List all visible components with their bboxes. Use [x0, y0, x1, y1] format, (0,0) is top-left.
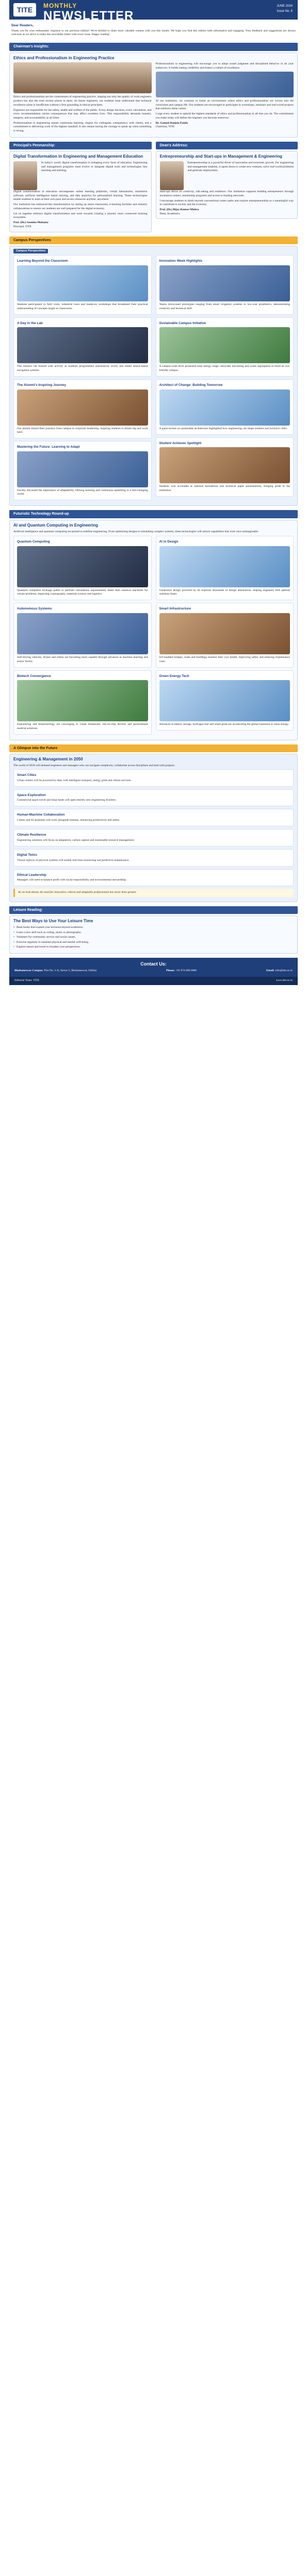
future-item-3-title: Climate Resilience — [17, 833, 46, 837]
chairman-designation: Chairman, TITE — [155, 125, 175, 129]
campus-tag: Campus Perspectives — [13, 249, 48, 253]
contact-address-label: Bhubaneswar Campus: — [14, 969, 44, 972]
future-item-3 — [13, 829, 294, 846]
future-bar: A Glimpse into the Future — [9, 744, 298, 752]
future-item-5-title: Ethical Leadership — [17, 873, 46, 877]
campus-item-6-text: A guest lecture on sustainable architecture highlighted how engineering can shape resilient and inclusive cities. — [159, 427, 288, 430]
campus-bar: Campus Perspectives — [9, 236, 298, 244]
dean-section — [156, 142, 298, 232]
futuristic-article-4-image — [159, 613, 290, 654]
campus-item-1-image — [17, 265, 148, 301]
campus-item-4 — [156, 317, 294, 377]
campus-item-4-title: Sustainable Campus Initiative — [159, 321, 206, 325]
futuristic-article-1-title: Quantum Computing — [17, 540, 50, 544]
campus-panel — [9, 246, 298, 506]
future-item-5-text: Managers will need to balance profit with social responsibility and environmental stewardship. — [17, 878, 127, 882]
futuristic-panel — [9, 520, 298, 740]
campus-item-3-image — [17, 327, 148, 363]
chairman-left-col — [13, 62, 152, 134]
futuristic-article-3-text: Self-driving vehicles, drones and robots are becoming more capable through advances in machine learning and sensor fusion. — [17, 656, 148, 663]
dean-p1: Entrepreneurship is a powerful driver of innovation and economic growth. For engineering and management students, it opens doors to create new ventures, solve real-world problems and generate employment. — [187, 161, 294, 173]
principal-p4: Let us together embrace digital transformation and work towards creating a smarter, more connected learning ecosystem. — [13, 212, 148, 219]
principal-p1: In today's world, digital transformation is reshaping every facet of education. Engineering and management programs must evolve to integrate digital tools and technologies into teaching and learning. — [41, 161, 148, 173]
contact-title: Contact Us: — [140, 961, 167, 967]
futuristic-article-6-text: Advances in battery storage, hydrogen fuel and smart grids are accelerating the global transition to clean energy. — [159, 723, 289, 726]
campus-col-right — [156, 255, 294, 503]
principal-designation: Principal, TITE — [13, 225, 32, 228]
future-item-0-title: Smart Cities — [17, 773, 37, 777]
future-item-4-text: Virtual replicas of physical systems will enable real-time monitoring and predictive maintenance. — [17, 858, 130, 862]
future-subtitle: Engineering & Management in 2050 — [13, 757, 83, 762]
bullet-icon: • — [13, 936, 14, 939]
futuristic-article-5-image — [17, 680, 148, 721]
dean-panel — [156, 151, 298, 219]
contact-email-label: Email: — [266, 969, 275, 972]
principal-section — [9, 142, 152, 232]
futuristic-article-2-text: Generative design powered by AI explores thousands of design alternatives, helping engineers find optimal solutions faster. — [159, 588, 290, 596]
future-closing: As we look ahead, the need for innovative, ethical and adaptable professionals has never been greater. — [13, 889, 294, 897]
issue-date: JUNE 2024 — [277, 5, 293, 8]
campus-item-5-title: The Alumni's Inspiring Journey — [17, 383, 67, 387]
futuristic-subtitle: AI and Quantum Computing in Engineering — [13, 522, 98, 528]
campus-item-2-title: Innovation Week Highlights — [159, 259, 203, 263]
futuristic-article-3-title: Autonomous Systems — [17, 607, 52, 611]
campus-item-7 — [13, 441, 152, 500]
futuristic-article-4 — [156, 603, 294, 667]
bullet-icon: • — [13, 945, 14, 949]
future-item-2-text: Cobots and AI assistants will work alongside humans, enhancing productivity and safety. — [17, 819, 120, 822]
campus-item-5-text: Our alumni shared their journeys from campus to corporate leadership, inspiring students to dream big and work hard. — [17, 427, 148, 434]
dean-p2: Start-ups thrive on creativity, risk-taking and resilience. Our institution supports budding entrepreneurs through incubation centers, mentorship programs and access to funding networks. — [159, 190, 294, 197]
footer-website-link[interactable]: www.tite.ac.in — [276, 979, 293, 982]
campus-item-8 — [156, 437, 294, 497]
leisure-item — [13, 936, 294, 940]
footer — [9, 977, 298, 985]
chairman-p1: Ethics and professionalism are the cornerstones of engineering practice, shaping not only the quality of work engineers produce but also the trust society places in them. As future engineers, our students must understand that technical excellence alone is insufficient without a firm grounding in ethical principles. — [13, 95, 152, 107]
campus-item-7-image — [17, 451, 148, 487]
principal-p2: Digital transformation in education encompasses online learning platforms, virtual laboratories, simulation software, artificial intelligence based tutoring, and data analytics for personalized learning. These technologies enable students to learn at their own pace and access resources anytime, anywhere. — [13, 190, 148, 201]
future-item-3-text: Engineering solutions will focus on adaptation, carbon capture and sustainable resource management. — [17, 838, 135, 842]
futuristic-article-2-title: AI in Design — [159, 540, 179, 544]
contact-phone-label: Phone: — [166, 969, 175, 972]
principal-signature: Prof. (Dr.) Sasmita Mohanty — [13, 221, 49, 225]
chairman-photo — [13, 62, 152, 93]
future-item-1-title: Space Exploration — [17, 793, 46, 797]
campus-item-3 — [13, 317, 152, 377]
futuristic-article-4-title: Smart Infrastructure — [159, 607, 191, 611]
future-item-2-title: Human-Machine Collaboration — [17, 813, 65, 817]
chairman-right-col — [156, 62, 294, 134]
future-item-0-text: Urban centers will be powered by data, with intelligent transport, energy grids and citizen services. — [17, 778, 132, 782]
contact-address: Plot No. 1-A, Sector 5, Bhubaneswar, Odisha — [44, 969, 97, 972]
campus-item-8-title: Student Achiever Spotlight — [159, 441, 202, 445]
contact-section — [9, 958, 298, 977]
futuristic-article-5 — [13, 670, 152, 735]
leisure-item-text: Volunteer for community service and social causes. — [16, 936, 76, 939]
intro-block — [9, 20, 298, 41]
issue-number: Issue No. 6 — [277, 10, 293, 13]
dean-designation: Dean, Academics — [159, 212, 180, 215]
newsletter — [9, 0, 298, 985]
futuristic-bar: Futuristic Technology Round-up — [9, 510, 298, 518]
bullet-icon: • — [13, 940, 14, 944]
leisure-item-text: Explore nature and travel to broaden your perspectives. — [16, 945, 80, 949]
futuristic-article-1 — [13, 536, 152, 600]
greeting: Dear Readers, — [11, 24, 34, 27]
chairman-signature: Dr. Ganesh Ranjan Panda — [155, 121, 188, 125]
chairman-panel — [9, 53, 298, 138]
campus-item-8-image — [159, 447, 290, 483]
chairman-p3: Professionalism in engineering means continuous learning, respect for colleagues, transparency with clients, and a commitment to delivering work of the highest standard. It also means having the courage to speak up when something is wrong. — [13, 121, 152, 132]
leisure-item — [13, 945, 294, 950]
campus-item-4-image — [159, 327, 290, 363]
monthly-label: MONTHLY — [43, 2, 77, 9]
chairman-image — [156, 72, 294, 97]
principal-bar: Principal's Penmanship: — [9, 142, 152, 149]
chairman-right2: At our institution, we continue to foster an environment where ethics and professionalism are woven into the curriculum and campus life. Our students are encouraged to participate in workshops, seminars and real-world projects that reinforce these values. — [155, 99, 294, 111]
principal-panel — [9, 151, 152, 232]
campus-item-1-text: Students participated in field visits, industrial tours and hands-on workshops that broadened their practical understanding of concepts taught in classrooms. — [17, 303, 148, 310]
leisure-item — [13, 941, 294, 945]
leisure-item-text: Learn a new skill such as coding, music or photography. — [16, 930, 82, 934]
futuristic-article-4-text: IoT-enabled bridges, roads and buildings monitor their own health, improving safety and reducing maintenance costs. — [159, 656, 290, 663]
campus-item-5-image — [17, 389, 148, 426]
masthead-title — [43, 2, 134, 22]
dean-photo — [160, 161, 184, 190]
bullet-icon: • — [13, 930, 14, 934]
future-panel — [9, 754, 298, 902]
campus-item-3-text: The robotics lab buzzed with activity as students programmed autonomous rovers and tested sensor-based navigation systems. — [17, 365, 148, 372]
futuristic-col-left — [13, 536, 152, 737]
leisure-item — [13, 931, 294, 935]
future-item-5 — [13, 869, 294, 887]
dean-bar: Dean's Address: — [156, 142, 298, 149]
future-item-4 — [13, 849, 294, 867]
campus-item-2-text: Teams showcased prototypes ranging from smart irrigation systems to low-cost prosthetics, demonstrating creativity and technical skill. — [159, 303, 290, 310]
chairman-bar: Chairman's Insights: — [9, 43, 298, 50]
dean-p3: I encourage students to think beyond conventional career paths and explore entrepreneurship as a meaningful way to contribute to society and the economy. — [159, 199, 294, 207]
chairman-right1: Professionalism in engineering will encourage you to adopt sound judgment and disciplined behavior in all your endeavors. It builds lasting credibility and fosters a culture of excellence. — [155, 62, 294, 70]
footer-left: Editorial Team: TITE — [14, 979, 40, 982]
masthead — [9, 0, 298, 23]
future-section — [9, 744, 298, 902]
campus-item-2-image — [159, 265, 290, 301]
campus-item-4-text: A campus-wide drive promoted solar energy usage, rainwater harvesting and waste segregation to build an eco-friendly campus. — [159, 365, 290, 372]
futuristic-article-2-image — [159, 546, 290, 587]
newsletter-label: NEWSLETTER — [43, 9, 134, 23]
future-item-2 — [13, 809, 294, 826]
futuristic-article-6-image — [159, 680, 290, 721]
campus-item-6-title: Architect of Change: Building Tomorrow — [159, 383, 223, 387]
future-item-1 — [13, 789, 294, 807]
contact-address-row — [14, 969, 293, 973]
leisure-item-text: Read books that expand your horizons beyond academics. — [16, 926, 84, 929]
futuristic-article-3-image — [17, 613, 148, 654]
campus-item-2 — [156, 255, 294, 314]
contact-phone[interactable]: +91 674 000 0000 — [175, 969, 197, 972]
principal-photo — [13, 161, 37, 190]
leisure-section — [9, 906, 298, 954]
future-item-1-text: Commercial space travel and lunar bases will open entirely new engineering frontiers. — [17, 799, 117, 802]
campus-item-8-text: Students won accolades at national hackathons and technical paper presentations, bringing pride to the institution. — [159, 485, 290, 492]
campus-item-7-title: Mastering the Future: Learning to Adapt — [17, 445, 80, 449]
leisure-subtitle: The Best Ways to Use Your Leisure Time — [13, 919, 93, 924]
dean-subtitle: Entrepreneurship and Start-ups in Management & Engineering — [159, 154, 282, 159]
futuristic-article-2 — [156, 536, 294, 600]
futuristic-article-3 — [13, 603, 152, 667]
contact-email[interactable]: info@tite.ac.in — [275, 969, 293, 972]
principal-p3: Our institution has embraced this transformation by setting up smart classrooms, e-learning facilities and industry collaborations to ensure our students are well prepared for the digital economy. — [13, 203, 148, 210]
campus-item-6 — [156, 379, 294, 435]
campus-item-5 — [13, 379, 152, 438]
chairman-right3: I urge every student to uphold the highest standards of ethics and professionalism in all that you do. The commitment you make today will define the engineer you become tomorrow. — [155, 112, 294, 120]
leisure-bar: Leisure Reading: — [9, 906, 298, 914]
principal-subtitle: Digital Transformation in Engineering and Management Education — [13, 154, 143, 159]
futuristic-article-6-title: Green Energy Tech — [159, 674, 189, 678]
futuristic-col-right — [156, 536, 294, 737]
futuristic-article-1-image — [17, 546, 148, 587]
leisure-panel — [9, 916, 298, 954]
chairman-section — [9, 43, 298, 138]
issue-info — [277, 4, 293, 14]
futuristic-intro: Artificial intelligence and quantum computing are poised to redefine engineering. From optimizing designs to simulating complex systems, these technologies will unlock capabilities that were once unimaginable. — [13, 530, 259, 533]
campus-item-3-title: A Day in the Lab — [17, 321, 43, 325]
bullet-icon: • — [13, 926, 14, 929]
intro-text: Thank you for your enthusiastic response to our previous edition! We're thrilled to share more valuable content with you this month. We hope you find this edition both informative and engaging. Your feedback and suggestions are always welcome as we strive to make this newsletter better with every issue. Happy reading! — [11, 29, 296, 37]
futuristic-article-6 — [156, 670, 294, 731]
campus-section — [9, 236, 298, 506]
future-intro: The world of 2050 will demand engineers and managers who can navigate complexity, collaborate across disciplines and lead with purpose. — [13, 764, 175, 768]
campus-item-1 — [13, 255, 152, 314]
dean-signature: Prof. (Dr.) Bijay Kumar Mishra — [159, 208, 199, 212]
future-item-4-title: Digital Twins — [17, 853, 37, 857]
futuristic-article-5-text: Engineering and biotechnology are converging to create biosensors, lab-on-chip devices and personalized medical solutions. — [17, 723, 148, 730]
chairman-subtitle: Ethics and Professionalism in Engineering Practice — [13, 55, 115, 60]
leisure-item-text: Exercise regularly to maintain physical and mental well-being. — [16, 940, 89, 944]
institute-logo: TITE — [13, 3, 36, 16]
campus-item-6-image — [159, 389, 290, 426]
futuristic-article-1-text: Quantum computers leverage qubits to perform calculations exponentially faster than classical machines for certain problems, impacting cryptography, materials science and logistics. — [17, 588, 148, 596]
future-item-0 — [13, 769, 294, 787]
leisure-item — [13, 926, 294, 930]
chairman-p2: Engineers are responsible for the safety, health and welfare of the public. Every design decision, every calculation, and every recommendation carries consequences that may affect countless lives. This responsibility demands honesty, integrity, and accountability at all times. — [13, 108, 152, 120]
campus-item-1-title: Learning Beyond the Classroom — [17, 259, 68, 263]
campus-col-left — [13, 255, 152, 503]
futuristic-article-5-title: Biotech Convergence — [17, 674, 51, 678]
futuristic-section — [9, 510, 298, 740]
principal-dean-row — [9, 142, 298, 232]
campus-item-7-text: Faculty discussed the importance of adaptability, lifelong learning and continuous upskilling in a fast-changing world. — [17, 488, 148, 496]
